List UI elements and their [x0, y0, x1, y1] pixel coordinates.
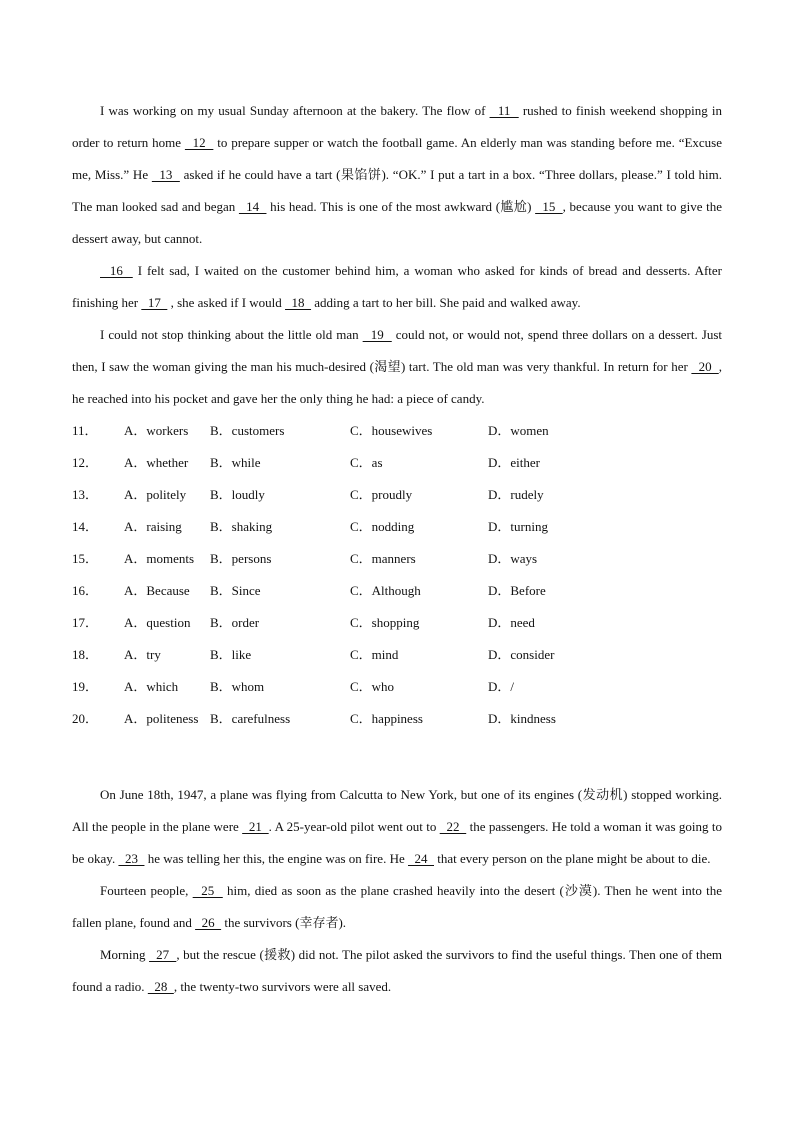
option-b[interactable]: B．customers: [210, 423, 285, 438]
text: , but the rescue (援救) did not. The pilot asked the survivors to find the useful things. Then one of them found a radio.: [72, 947, 723, 994]
text: that every person on the plane might be about to die.: [434, 851, 711, 866]
passage2-paragraph-1: [72, 779, 722, 875]
blank-18[interactable]: 18: [285, 295, 312, 310]
option-b[interactable]: B．order: [210, 615, 260, 630]
question-number: 15．: [72, 551, 99, 566]
option-c[interactable]: C．who: [350, 679, 395, 694]
option-d[interactable]: D．consider: [488, 647, 555, 662]
question-row: [72, 447, 722, 479]
blank-28[interactable]: 28: [147, 979, 174, 994]
option-b[interactable]: B．shaking: [210, 519, 273, 534]
blank-17[interactable]: 17: [141, 295, 168, 310]
question-row: [72, 575, 722, 607]
text: asked if he could have a tart (果馅饼). “OK.” I put a tart in a box. “Three dollars, please.” I told him. The man looked sad and began: [72, 167, 722, 214]
option-b[interactable]: B．whom: [210, 679, 265, 694]
question-number: 18．: [72, 647, 99, 662]
passage2-paragraph-2: [72, 875, 722, 939]
question-row: [72, 415, 722, 447]
question-number: 17．: [72, 615, 99, 630]
option-c[interactable]: C．proudly: [350, 487, 413, 502]
question-number: 11．: [72, 423, 98, 438]
option-c[interactable]: C．happiness: [350, 711, 423, 726]
option-d[interactable]: D．either: [488, 455, 540, 470]
option-c[interactable]: C．housewives: [350, 423, 433, 438]
question-number: 16．: [72, 583, 99, 598]
blank-24[interactable]: 24: [408, 851, 434, 866]
option-a[interactable]: A．which: [124, 679, 179, 694]
option-d[interactable]: D．women: [488, 423, 549, 438]
question-row: [72, 671, 722, 703]
text: could not, or would not, spend three dollars on a dessert. Just then, I saw the woman giving the man his much-desired (渴望) tart. The old man was very thankful. In return for her: [72, 327, 722, 374]
blank-20[interactable]: 20: [691, 359, 719, 374]
passage1-paragraph-2: [72, 255, 722, 319]
passage1-paragraph-1: [72, 95, 722, 255]
text: the survivors (幸存者).: [221, 915, 347, 930]
question-number: 20．: [72, 711, 99, 726]
option-c[interactable]: C．as: [350, 455, 383, 470]
blank-12[interactable]: 12: [184, 135, 214, 150]
blank-14[interactable]: 14: [238, 199, 267, 214]
text: I could not stop thinking about the little old man: [100, 327, 363, 342]
question-row: [72, 543, 722, 575]
option-c[interactable]: C．Although: [350, 583, 421, 598]
question-number: 13．: [72, 487, 99, 502]
option-c[interactable]: C．mind: [350, 647, 399, 662]
question-number: 14．: [72, 519, 99, 534]
option-d[interactable]: D．/: [488, 679, 515, 694]
question-row: [72, 511, 722, 543]
option-b[interactable]: B．carefulness: [210, 711, 291, 726]
text: I felt sad, I waited on the customer behind him, a woman who asked for kinds of bread and desserts. After finishing her: [72, 263, 723, 310]
text: I was working on my usual Sunday afternoon at the bakery. The flow of: [100, 103, 490, 118]
option-b[interactable]: B．Since: [210, 583, 261, 598]
option-d[interactable]: D．turning: [488, 519, 548, 534]
text: , because you want to give the dessert away, but cannot.: [72, 199, 723, 246]
option-b[interactable]: B．like: [210, 647, 252, 662]
blank-23[interactable]: 23: [118, 851, 145, 866]
text: On June 18th, 1947, a plane was flying from Calcutta to New York, but one of its engines (发动机) stopped working. All the people in the plane were: [72, 787, 722, 834]
option-a[interactable]: A．try: [124, 647, 161, 662]
text: his head. This is one of the most awkward (尴尬): [266, 199, 536, 214]
question-number: 12．: [72, 455, 99, 470]
question-row: [72, 703, 722, 735]
option-c[interactable]: C．shopping: [350, 615, 420, 630]
option-a[interactable]: A．question: [124, 615, 191, 630]
option-a[interactable]: A．moments: [124, 551, 195, 566]
option-c[interactable]: C．nodding: [350, 519, 415, 534]
text: adding a tart to her bill. She paid and walked away.: [311, 295, 581, 310]
blank-27[interactable]: 27: [149, 947, 177, 962]
text: rushed to finish weekend shopping in order to return home: [72, 103, 722, 150]
text: , he reached into his pocket and gave her the only thing he had: a piece of candy.: [72, 359, 722, 406]
option-d[interactable]: D．rudely: [488, 487, 544, 502]
option-a[interactable]: A．Because: [124, 583, 190, 598]
worksheet: [72, 95, 722, 1003]
blank-19[interactable]: 19: [362, 327, 392, 342]
blank-16[interactable]: 16: [100, 263, 133, 278]
text: , the twenty-two survivors were all saved.: [173, 979, 392, 994]
text: Morning: [100, 947, 150, 962]
option-b[interactable]: B．persons: [210, 551, 272, 566]
question-row: [72, 479, 722, 511]
option-b[interactable]: B．loudly: [210, 487, 265, 502]
blank-13[interactable]: 13: [151, 167, 180, 182]
question-row: [72, 639, 722, 671]
option-a[interactable]: A．politeness: [124, 711, 199, 726]
text: , she asked if I would: [167, 295, 286, 310]
option-d[interactable]: D．need: [488, 615, 535, 630]
question-number: 19．: [72, 679, 99, 694]
text: the passengers. He told a woman it was going to be okay.: [72, 819, 722, 866]
text: . A 25-year-old pilot went out to: [268, 819, 440, 834]
question-row: [72, 607, 722, 639]
option-d[interactable]: D．Before: [488, 583, 546, 598]
blank-11[interactable]: 11: [489, 103, 519, 118]
passage2-paragraph-3: [72, 939, 722, 1003]
text: Fourteen people,: [100, 883, 193, 898]
blank-25[interactable]: 25: [192, 883, 223, 898]
option-a[interactable]: A．politely: [124, 487, 187, 502]
option-b[interactable]: B．while: [210, 455, 261, 470]
option-d[interactable]: D．ways: [488, 551, 538, 566]
option-a[interactable]: A．workers: [124, 423, 189, 438]
blank-21[interactable]: 21: [242, 819, 269, 834]
text: him, died as soon as the plane crashed heavily into the desert (沙漠). Then he went into the fallen plane, found and: [72, 883, 722, 930]
option-a[interactable]: A．whether: [124, 455, 189, 470]
blank-22[interactable]: 22: [439, 819, 467, 834]
passage1-paragraph-3: [72, 319, 722, 415]
text: he was telling her this, the engine was on fire. He: [144, 851, 408, 866]
option-c[interactable]: C．manners: [350, 551, 416, 566]
text: to prepare supper or watch the football game. An elderly man was standing before me. “Excuse me, Miss.” He: [72, 135, 723, 182]
section-gap: [72, 735, 722, 779]
blank-26[interactable]: 26: [195, 915, 222, 930]
blank-15[interactable]: 15: [535, 199, 563, 214]
options-list: [72, 415, 722, 735]
option-a[interactable]: A．raising: [124, 519, 182, 534]
option-d[interactable]: D．kindness: [488, 711, 556, 726]
